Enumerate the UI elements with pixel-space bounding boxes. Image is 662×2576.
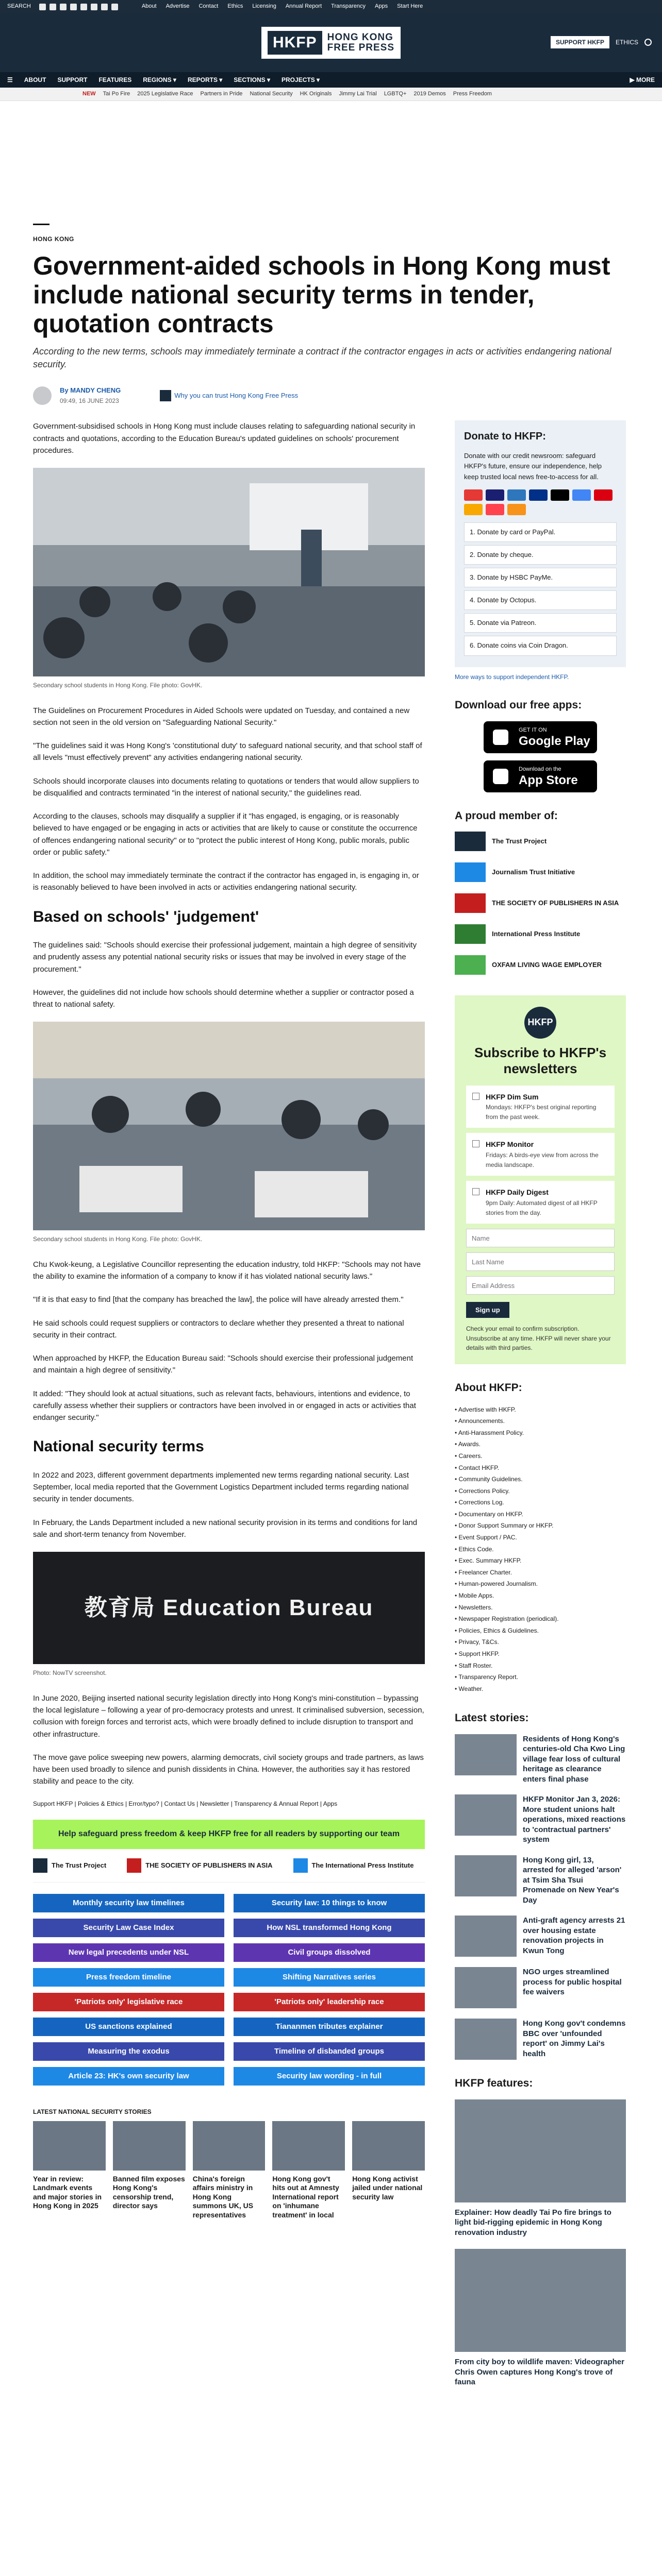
donate-option[interactable]: 3. Donate by HSBC PayMe. bbox=[464, 568, 617, 587]
logo-mark: HKFP bbox=[268, 31, 322, 55]
google-play-button[interactable] bbox=[484, 721, 597, 753]
facebook-icon[interactable] bbox=[39, 4, 46, 10]
latest-story[interactable] bbox=[455, 1916, 626, 1957]
octopus-icon bbox=[464, 504, 483, 515]
trust-link-label: Why you can trust Hong Kong Free Press bbox=[174, 392, 299, 400]
mastercard-icon bbox=[464, 489, 483, 501]
newsletter-option[interactable] bbox=[466, 1181, 615, 1224]
about-link[interactable]: • Transparency Report. bbox=[455, 1671, 626, 1683]
payme-icon bbox=[594, 489, 613, 501]
trust-badge[interactable] bbox=[127, 1858, 272, 1873]
students-photo bbox=[33, 1022, 425, 1230]
ethics-link[interactable]: ETHICS bbox=[615, 38, 638, 46]
logo-icon bbox=[455, 924, 486, 944]
nsl-explainer-button[interactable]: 'Patriots only' leadership race bbox=[234, 1993, 425, 2011]
trending-link[interactable]: National Security bbox=[250, 90, 293, 97]
nsl-explainer-button[interactable]: Shifting Narratives series bbox=[234, 1968, 425, 1987]
nsl-explainer-button[interactable]: Measuring the exodus bbox=[33, 2042, 224, 2061]
latest-nsl-item[interactable] bbox=[193, 2121, 266, 2220]
paragraph: According to the clauses, schools may disqualify a supplier if it "has engaged, is engaging, or is reasonably believed to have engaged or be engaging in acts or activities that are likely to cause or constitute the occurrence of offences endangering national security" or to "protect the public interest of Hong Kong, public morals, public order or public safety." bbox=[33, 812, 418, 857]
photo-caption: Secondary school students in Hong Kong. File photo: GovHK. bbox=[33, 682, 203, 689]
nav-item-features[interactable]: FEATURES bbox=[98, 76, 132, 83]
photo-caption: Photo: NowTV screenshot. bbox=[33, 1669, 107, 1677]
site-logo[interactable] bbox=[261, 27, 401, 59]
trending-link[interactable]: Tai Po Fire bbox=[103, 90, 130, 97]
about-link[interactable]: • Ethics Code. bbox=[455, 1544, 626, 1555]
story-thumbnail bbox=[352, 2121, 425, 2171]
utility-link[interactable]: Contact bbox=[198, 3, 219, 10]
utility-link[interactable]: Apps bbox=[375, 3, 388, 10]
member-name: OXFAM LIVING WAGE EMPLOYER bbox=[492, 961, 602, 969]
article-header bbox=[0, 224, 662, 406]
utility-link[interactable]: Advertise bbox=[166, 3, 190, 10]
about-link[interactable]: • Announcements. bbox=[455, 1415, 626, 1427]
linkedin-icon[interactable] bbox=[111, 4, 118, 10]
member-name: Journalism Trust Initiative bbox=[492, 868, 575, 876]
apple-pay-icon bbox=[551, 489, 569, 501]
telegram-icon[interactable] bbox=[101, 4, 108, 10]
header-rule bbox=[33, 224, 49, 225]
apple-icon bbox=[493, 769, 508, 784]
story-thumbnail bbox=[455, 1916, 517, 1957]
nsl-explainer-button[interactable]: Security law: 10 things to know bbox=[234, 1894, 425, 1912]
google-play-icon bbox=[493, 730, 508, 745]
nav-item-more[interactable]: ▶ MORE bbox=[630, 76, 655, 83]
member-name: International Press Institute bbox=[492, 930, 581, 938]
nav-item-reports[interactable]: REPORTS ▾ bbox=[187, 76, 223, 83]
threads-icon[interactable] bbox=[70, 4, 77, 10]
story-title: Hong Kong gov't hits out at Amnesty International report on 'inhumane treatment' in local bbox=[272, 2174, 339, 2219]
newsletter-desc: Mondays: HKFP's best original reporting from the past week. bbox=[486, 1104, 597, 1121]
education-bureau-photo bbox=[33, 1552, 425, 1664]
trending-link[interactable]: Press Freedom bbox=[453, 90, 492, 97]
newsletter-signup bbox=[455, 995, 626, 1364]
article-headline: Government-aided schools in Hong Kong must include national security terms in tender, quotation contracts bbox=[33, 251, 610, 338]
latest-heading: Latest stories: bbox=[455, 1712, 529, 1724]
hamburger-icon[interactable]: ☰ bbox=[7, 76, 13, 83]
trust-project-icon bbox=[160, 390, 171, 401]
trending-link[interactable]: 2019 Demos bbox=[413, 90, 446, 97]
feature-title: Explainer: How deadly Tai Po fire brings to light bid-rigging epidemic in Hong Kong renovation industry bbox=[455, 2208, 611, 2237]
member-name: THE SOCIETY OF PUBLISHERS IN ASIA bbox=[492, 899, 619, 907]
about-link[interactable]: • Human-powered Journalism. bbox=[455, 1578, 626, 1590]
utility-links bbox=[142, 2, 423, 11]
story-title: Residents of Hong Kong's centuries-old Cha Kwo Ling village fear loss of cultural heritage as clearance enters final phase bbox=[523, 1734, 625, 1784]
search-icon[interactable] bbox=[644, 39, 652, 46]
donate-option[interactable]: 1. Donate by card or PayPal. bbox=[464, 522, 617, 542]
latest-story[interactable] bbox=[455, 1967, 626, 2008]
email-icon[interactable] bbox=[91, 4, 97, 10]
publish-date: 09:49, 16 JUNE 2023 bbox=[60, 397, 119, 405]
about-link[interactable]: • Advertise with HKFP. bbox=[455, 1404, 626, 1416]
logo-icon bbox=[455, 893, 486, 913]
section-heading: National security terms bbox=[33, 1438, 204, 1455]
paragraph: However, the guidelines did not include how schools should determine whether a supplier or contractor posed a threat to national safety. bbox=[33, 988, 414, 1009]
story-title: Hong Kong gov't condemns BBC over 'unfounded report' on Jimmy Lai's health bbox=[523, 2019, 626, 2058]
donate-option[interactable]: 2. Donate by cheque. bbox=[464, 545, 617, 565]
latest-nsl-item[interactable] bbox=[113, 2121, 186, 2220]
nav-item-about[interactable]: ABOUT bbox=[24, 76, 46, 83]
story-thumbnail bbox=[455, 1734, 517, 1775]
feature-image bbox=[455, 2249, 626, 2352]
utility-link[interactable]: Annual Report bbox=[285, 3, 322, 10]
donate-option[interactable]: 4. Donate by Octopus. bbox=[464, 590, 617, 610]
member-logo[interactable] bbox=[455, 893, 626, 913]
member-logo[interactable] bbox=[455, 862, 626, 882]
visa-icon bbox=[486, 489, 504, 501]
social-icons bbox=[39, 4, 118, 10]
payment-icons bbox=[464, 489, 617, 515]
paragraph: The move gave police sweeping new powers, alarming democrats, civil society groups and trade partners, as laws have been used broadly to silence and punish dissidents in China. However, the authorities say it has restored stability and peace to the city. bbox=[33, 1753, 424, 1786]
trending-link[interactable]: LGBTQ+ bbox=[384, 90, 407, 97]
store-caption: Download on the bbox=[519, 766, 561, 772]
photo-caption: Secondary school students in Hong Kong. File photo: GovHK. bbox=[33, 1235, 203, 1243]
bitcoin-icon bbox=[507, 504, 526, 515]
member-name: The Trust Project bbox=[492, 837, 547, 845]
checkbox[interactable] bbox=[472, 1140, 479, 1147]
utility-link[interactable]: Ethics bbox=[227, 3, 243, 10]
article-standfirst: According to the new terms, schools may immediately terminate a contract if the contractor engages in acts or activities endangering national security. bbox=[33, 346, 611, 369]
story-thumbnail bbox=[455, 2019, 517, 2060]
about-link[interactable]: • Newspaper Registration (periodical). bbox=[455, 1613, 626, 1625]
features-heading: HKFP features: bbox=[455, 2077, 533, 2090]
newsletter-desc: 9pm Daily: Automated digest of all HKFP stories from the day. bbox=[486, 1199, 598, 1216]
app-store-button[interactable] bbox=[484, 760, 597, 792]
newsletter-option[interactable] bbox=[466, 1086, 615, 1128]
donate-option[interactable]: 6. Donate coins via Coin Dragon. bbox=[464, 636, 617, 655]
trending-bar bbox=[0, 88, 662, 101]
utility-link[interactable]: About bbox=[141, 3, 157, 10]
logo-icon bbox=[455, 955, 486, 975]
donate-title: Donate to HKFP: bbox=[464, 431, 546, 443]
latest-nsl-item[interactable] bbox=[33, 2121, 106, 2220]
donate-box bbox=[455, 420, 626, 667]
about-link[interactable]: • Community Guidelines. bbox=[455, 1473, 626, 1485]
feature-story[interactable] bbox=[455, 2099, 626, 2238]
nsl-explainer-button[interactable]: Security Law Case Index bbox=[33, 1919, 224, 1937]
students-illustration bbox=[33, 1022, 425, 1230]
feature-story[interactable] bbox=[455, 2249, 626, 2387]
latest-story[interactable] bbox=[455, 1734, 626, 1785]
about-link[interactable]: • Newsletters. bbox=[455, 1602, 626, 1614]
story-title: Hong Kong activist jailed under national security law bbox=[352, 2174, 423, 2201]
utility-link[interactable]: Licensing bbox=[252, 3, 276, 10]
paragraph: When approached by HKFP, the Education Bureau said: "Schools should exercise their professional judgement and maintain a high degree of sensitivity." bbox=[33, 1354, 413, 1375]
last-name-input[interactable] bbox=[466, 1252, 615, 1271]
classroom-illustration bbox=[33, 468, 425, 676]
about-link[interactable]: • Contact HKFP. bbox=[455, 1462, 626, 1474]
nsl-explainer-button[interactable]: Press freedom timeline bbox=[33, 1968, 224, 1987]
article-category[interactable]: HONG KONG bbox=[33, 235, 74, 243]
member-logo[interactable] bbox=[455, 924, 626, 944]
about-heading: About HKFP: bbox=[455, 1381, 522, 1394]
story-title: NGO urges streamlined process for public hospital fee waivers bbox=[523, 1968, 622, 1997]
newsletter-title: Subscribe to HKFP's newsletters bbox=[474, 1045, 607, 1077]
newsletter-name: HKFP Dim Sum bbox=[486, 1092, 539, 1101]
nsl-explainer-button[interactable]: 'Patriots only' legislative race bbox=[33, 1993, 224, 2011]
about-link[interactable]: • Policies, Ethics & Guidelines. bbox=[455, 1625, 626, 1637]
nsl-explainer-button[interactable]: Timeline of disbanded groups bbox=[234, 2042, 425, 2061]
paragraph: Government-subsidised schools in Hong Kong must include clauses relating to safeguarding national security in contracts and quotations, according to the Education Bureau's updated guidelines on schools' procurement procedures. bbox=[33, 422, 416, 455]
logo-icon bbox=[455, 862, 486, 882]
paragraph: Chu Kwok-keung, a Legislative Councillor representing the education industry, told HKFP: "Schools may not have the ability to examine the information of a company to know if it has violated national security laws." bbox=[33, 1260, 421, 1281]
nsl-explainer-button[interactable]: Article 23: HK's own security law bbox=[33, 2067, 224, 2086]
nsl-explainer-button[interactable]: Civil groups dissolved bbox=[234, 1943, 425, 1962]
store-caption: GET IT ON bbox=[519, 726, 547, 733]
utility-link[interactable]: Transparency bbox=[331, 3, 366, 10]
hkfp-badge: HKFP bbox=[524, 1007, 556, 1039]
nsl-explainer-button[interactable]: New legal precedents under NSL bbox=[33, 1943, 224, 1962]
about-link[interactable]: • Weather. bbox=[455, 1683, 626, 1695]
story-title: Year in review: Landmark events and major stories in Hong Kong in 2025 bbox=[33, 2174, 102, 2210]
masthead-actions bbox=[551, 36, 652, 48]
new-badge: NEW bbox=[82, 90, 96, 97]
paragraph: He said schools could request suppliers or contractors to declare whether they presented a threat to national security in their contract. bbox=[33, 1318, 404, 1340]
paragraph: It added: "They should look at actual situations, such as relevant facts, behaviours, intentions and evidence, to carefully assess whether their suppliers or contractors have been involved in or engaged in acts or activities that endanger security." bbox=[33, 1389, 416, 1422]
story-thumbnail bbox=[33, 2121, 106, 2171]
nav-item-projects[interactable]: PROJECTS ▾ bbox=[282, 76, 320, 83]
paragraph: In June 2020, Beijing inserted national security legislation directly into Hong Kong's mini-constitution – bypassing the local legislature – following a year of pro-democracy protests and unrest. It criminalised subversion, secession, collusion with foreign forces and terrorist acts, which were broadly defined to include disruption to transport and other infrastructure. bbox=[33, 1693, 424, 1739]
about-link[interactable]: • Event Support / PAC. bbox=[455, 1532, 626, 1544]
trust-badges bbox=[33, 1849, 425, 1883]
amex-icon bbox=[507, 489, 526, 501]
trust-badge-label: The International Press Institute bbox=[311, 1861, 414, 1869]
email-input[interactable] bbox=[466, 1276, 615, 1295]
trust-badge[interactable] bbox=[33, 1858, 106, 1873]
newsletter-name: HKFP Daily Digest bbox=[486, 1188, 549, 1197]
story-title: Anti-graft agency arrests 21 over housing estate renovation projects in Kwun Tong bbox=[523, 1916, 625, 1955]
logo-icon bbox=[455, 832, 486, 851]
nav-item-sections[interactable]: SECTIONS ▾ bbox=[234, 76, 271, 83]
badge-icon bbox=[33, 1858, 47, 1873]
newsletter-name: HKFP Monitor bbox=[486, 1140, 534, 1149]
latest-nsl-item[interactable] bbox=[352, 2121, 425, 2220]
main-nav bbox=[0, 72, 662, 88]
utility-link[interactable]: Start Here bbox=[397, 3, 423, 10]
about-link[interactable]: • Privacy, T&Cs. bbox=[455, 1636, 626, 1648]
article-body bbox=[33, 420, 425, 2219]
story-title: Hong Kong girl, 13, arrested for alleged 'arson' at Tsim Sha Tsui Promenade on New Year's Day bbox=[523, 1855, 622, 1905]
about-link[interactable]: • Exec. Summary HKFP. bbox=[455, 1555, 626, 1567]
trending-link[interactable]: Jimmy Lai Trial bbox=[339, 90, 377, 97]
nav-item-regions[interactable]: REGIONS ▾ bbox=[143, 76, 176, 83]
about-link[interactable]: • Anti-Harassment Policy. bbox=[455, 1427, 626, 1439]
nsl-explainer-button[interactable]: How NSL transformed Hong Kong bbox=[234, 1919, 425, 1937]
about-list bbox=[455, 1404, 626, 1695]
paragraph: Schools should incorporate clauses into documents relating to quotations or tenders that would allow suppliers to be disqualified and contracts terminated "in the interest of national security," the guidelines read. bbox=[33, 776, 419, 798]
first-name-input[interactable] bbox=[466, 1229, 615, 1247]
checkbox[interactable] bbox=[472, 1188, 479, 1195]
story-thumbnail bbox=[455, 1794, 517, 1836]
logo-name bbox=[327, 32, 394, 53]
story-title: Banned film exposes Hong Kong's censorship trend, director says bbox=[112, 2174, 185, 2210]
about-link[interactable]: • Awards. bbox=[455, 1438, 626, 1450]
donate-text: Donate with our credit newsroom: safeguard HKFP's future, ensure our independence, help keep trusted local news free-to-access for all. bbox=[464, 452, 602, 481]
feature-image bbox=[455, 2099, 626, 2202]
classroom-photo bbox=[33, 468, 425, 676]
content-area bbox=[0, 420, 662, 2387]
nsl-explainer-button[interactable]: Tiananmen tributes explainer bbox=[234, 2018, 425, 2036]
about-link[interactable]: • Documentary on HKFP. bbox=[455, 1509, 626, 1520]
badge-icon bbox=[293, 1858, 308, 1873]
latest-story[interactable] bbox=[455, 1855, 626, 1906]
trending-link[interactable]: HK Originals bbox=[300, 90, 332, 97]
instagram-icon[interactable] bbox=[60, 4, 67, 10]
byline-text bbox=[60, 385, 121, 406]
trust-link[interactable] bbox=[160, 390, 298, 401]
trending-link[interactable]: 2025 Legislative Race bbox=[137, 90, 193, 97]
logo-line-1: HONG KONG bbox=[327, 32, 393, 43]
nsl-explainer-button[interactable]: US sanctions explained bbox=[33, 2018, 224, 2036]
bureau-sign: 教育局 Education Bureau bbox=[84, 1595, 374, 1621]
latest-nsl-item[interactable] bbox=[272, 2121, 345, 2220]
store-name: Google Play bbox=[519, 734, 590, 748]
feature-title: From city boy to wildlife maven: Videographer Chris Owen captures Hong Kong's trove of fauna bbox=[455, 2358, 624, 2387]
badge-icon bbox=[127, 1858, 141, 1873]
logo-line-2: FREE PRESS bbox=[327, 42, 395, 53]
nsl-button-grid bbox=[33, 1894, 425, 2086]
about-link[interactable]: • Support HKFP. bbox=[455, 1648, 626, 1660]
youtube-icon[interactable] bbox=[80, 4, 87, 10]
newsletter-desc: Fridays: A birds-eye view from across the media landscape. bbox=[486, 1151, 599, 1168]
story-title: HKFP Monitor Jan 3, 2026: More student unions halt operations, mixed reactions to 'contractual partners' system bbox=[523, 1795, 626, 1844]
paragraph: In 2022 and 2023, different government departments implemented new terms regarding national security. Last September, local media reported that the Government Logistics Department included terms regarding national security in tender documents. bbox=[33, 1470, 409, 1504]
apps-heading: Download our free apps: bbox=[455, 699, 582, 711]
about-link[interactable]: • Mobile Apps. bbox=[455, 1590, 626, 1602]
x-icon[interactable] bbox=[49, 4, 56, 10]
latest-nsl-heading: LATEST NATIONAL SECURITY STORIES bbox=[33, 2108, 152, 2115]
member-logo[interactable] bbox=[455, 955, 626, 975]
about-link[interactable]: • Corrections Log. bbox=[455, 1497, 626, 1509]
about-link[interactable]: • Donor Support Summary or HKFP. bbox=[455, 1520, 626, 1532]
story-title: China's foreign affairs ministry in Hong Kong summons UK, US representatives bbox=[192, 2174, 254, 2219]
latest-story[interactable] bbox=[455, 2019, 626, 2060]
paragraph: The Guidelines on Procurement Procedures in Aided Schools were updated on Tuesday, and contained a new section not seen in the old version on "Safeguarding National Security." bbox=[33, 706, 410, 727]
nsl-explainer-button[interactable]: Monthly security law timelines bbox=[33, 1894, 224, 1912]
masthead bbox=[0, 13, 662, 72]
story-thumbnail bbox=[455, 1855, 517, 1896]
checkbox[interactable] bbox=[472, 1093, 479, 1100]
support-links[interactable]: Support HKFP | Policies & Ethics | Error/typo? | Contact Us | Newsletter | Transparency & Annual Report | Apps bbox=[33, 1800, 338, 1807]
trust-badge[interactable] bbox=[293, 1858, 414, 1873]
more-support-link[interactable]: More ways to support independent HKFP. bbox=[455, 673, 569, 681]
search-link[interactable]: SEARCH bbox=[7, 3, 31, 10]
paragraph: In February, the Lands Department included a new national security provision in its terms and conditions for land sale and short-term tenancy from November. bbox=[33, 1518, 418, 1539]
google-pay-icon bbox=[572, 489, 591, 501]
patreon-icon bbox=[486, 504, 504, 515]
signup-fineprint: Check your email to confirm subscription. Unsubscribe at any time. HKFP will never share your details with third parties. bbox=[466, 1325, 611, 1352]
paragraph: "The guidelines said it was Hong Kong's 'constitutional duty' to safeguard national security, and that school staff of all levels "must effectively prevent" any activities endangering national security. bbox=[33, 741, 422, 762]
nsl-explainer-button[interactable]: Security law wording - in full bbox=[234, 2067, 425, 2086]
paragraph: In addition, the school may immediately terminate the contract if the contractor has engaged in, is engaging in, or is reasonably believed to have been involved in acts or activities endangering national security. bbox=[33, 871, 419, 892]
author-name[interactable]: By MANDY CHENG bbox=[60, 386, 121, 394]
member-logo[interactable] bbox=[455, 832, 626, 851]
story-thumbnail bbox=[272, 2121, 345, 2171]
trending-link[interactable]: Partners in Pride bbox=[200, 90, 243, 97]
paragraph: "If it is that easy to find [that the company has breached the law], the police will have already arrested them." bbox=[33, 1295, 404, 1304]
sidebar bbox=[455, 420, 626, 2399]
about-link[interactable]: • Careers. bbox=[455, 1450, 626, 1462]
support-hkfp-button[interactable]: SUPPORT HKFP bbox=[551, 36, 609, 48]
paragraph: The guidelines said: "Schools should exercise their professional judgement, maintain a high degree of sensitivity and prudently assess any potential national security risks or issues that may be involved in every stage of the procurement." bbox=[33, 941, 417, 974]
latest-nsl-grid bbox=[33, 2121, 425, 2220]
author-avatar bbox=[33, 386, 52, 405]
newsletter-option[interactable] bbox=[466, 1133, 615, 1176]
donate-option[interactable]: 5. Donate via Patreon. bbox=[464, 613, 617, 633]
about-link[interactable]: • Staff Roster. bbox=[455, 1660, 626, 1672]
about-link[interactable]: • Freelancer Charter. bbox=[455, 1567, 626, 1579]
section-heading: Based on schools' 'judgement' bbox=[33, 908, 259, 925]
member-heading: A proud member of: bbox=[455, 809, 558, 822]
utility-bar bbox=[0, 0, 662, 13]
byline bbox=[33, 385, 629, 406]
story-thumbnail bbox=[455, 1967, 517, 2008]
paypal-icon bbox=[529, 489, 548, 501]
latest-story[interactable] bbox=[455, 1794, 626, 1845]
trust-badge-label: THE SOCIETY OF PUBLISHERS IN ASIA bbox=[145, 1861, 273, 1869]
store-name: App Store bbox=[519, 773, 578, 787]
about-link[interactable]: • Corrections Policy. bbox=[455, 1485, 626, 1497]
story-thumbnail bbox=[113, 2121, 186, 2171]
nav-item-support[interactable]: SUPPORT bbox=[57, 76, 88, 83]
support-banner[interactable]: Help safeguard press freedom & keep HKFP free for all readers by supporting our team bbox=[33, 1820, 425, 1849]
story-thumbnail bbox=[193, 2121, 266, 2171]
trust-badge-label: The Trust Project bbox=[52, 1861, 107, 1869]
signup-button[interactable]: Sign up bbox=[466, 1302, 509, 1318]
